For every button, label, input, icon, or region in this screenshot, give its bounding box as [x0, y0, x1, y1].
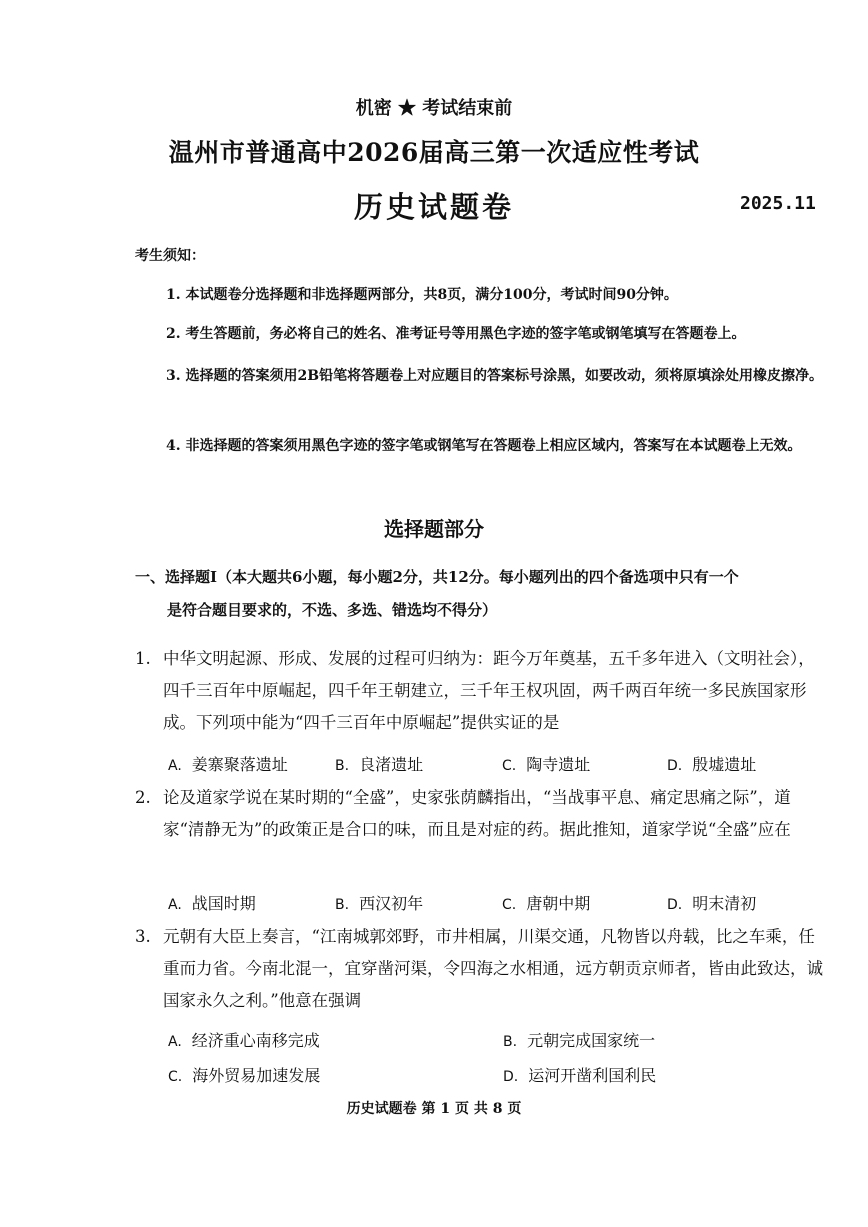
- question-number: 1.: [135, 649, 151, 668]
- option-d[interactable]: D. 运河开凿利国利民: [503, 1066, 657, 1085]
- page-footer: 历史试题卷 第 1 页 共 8 页: [346, 1101, 522, 1117]
- part-header-line2: 是符合题目要求的，不选、多选、错选均不得分）: [167, 601, 498, 619]
- note-item: 4. 非选择题的答案须用黑色字迹的签字笔或钢笔写在答题卷上相应区域内，答案写在本试题卷上无效。: [166, 438, 802, 454]
- option-a[interactable]: A. 经济重心南移完成: [168, 1031, 320, 1050]
- note-item: 2. 考生答题前，务必将自己的姓名、准考证号等用黑色字迹的签字笔或钢笔填写在答题卷上。: [166, 326, 746, 342]
- confidential-label: 机密 ★ 考试结束前: [355, 98, 513, 119]
- exam-title: 温州市普通高中2026届高三第一次适应性考试: [168, 138, 700, 167]
- notes-heading: 考生须知：: [135, 248, 205, 264]
- option-b[interactable]: B. 元朝完成国家统一: [503, 1031, 656, 1050]
- question-text: 论及道家学说在某时期的“全盛”，史家张荫麟指出，“当战事平息、痛定思痛之际”，道家“清静无为”的政策正是合口的味，而且是对症的药。据此推知，道家学说“全盛”应在: [163, 788, 791, 839]
- option-a[interactable]: A. 姜寨聚落遗址: [168, 755, 288, 774]
- question-1: [135, 643, 825, 739]
- question-number: 2.: [135, 788, 151, 807]
- option-d[interactable]: D. 殷墟遗址: [667, 755, 757, 774]
- exam-date: 2025.11: [740, 193, 816, 214]
- question-number: 3.: [135, 927, 151, 946]
- section-title: 选择题部分: [384, 517, 484, 541]
- note-item: 1. 本试题卷分选择题和非选择题两部分，共8页，满分100分，考试时间90分钟。: [166, 287, 678, 303]
- question-text: 元朝有大臣上奏言，“江南城郭郊野，市井相属，川渠交通，凡物皆以舟载，比之车乘，任重而力省。今南北混一，宜穿凿河渠，令四海之水相通，远方朝贡京师者，皆由此致达，诚国家永久之利。”他意在强调: [163, 927, 823, 1010]
- option-b[interactable]: B. 良渚遗址: [335, 755, 424, 774]
- option-c[interactable]: C. 唐朝中期: [502, 894, 591, 913]
- option-d[interactable]: D. 明末清初: [667, 894, 757, 913]
- question-2: [135, 782, 825, 846]
- question-text: 中华文明起源、形成、发展的过程可归纳为：距今万年奠基，五千多年进入（文明社会），四千三百年中原崛起，四千年王朝建立，三千年王权巩固，两千两百年统一多民族国家形成。下列项中能为“四千三百年中原崛起”提供实证的是: [163, 649, 815, 732]
- part-header: [135, 561, 825, 627]
- option-c[interactable]: C. 陶寺遗址: [502, 755, 591, 774]
- subject-title: 历史试题卷: [353, 190, 514, 224]
- option-c[interactable]: C. 海外贸易加速发展: [168, 1066, 321, 1085]
- option-b[interactable]: B. 西汉初年: [335, 894, 424, 913]
- question-3: [135, 921, 825, 1017]
- option-a[interactable]: A. 战国时期: [168, 894, 256, 913]
- note-item: 3. 选择题的答案须用2B铅笔将答题卷上对应题目的答案标号涂黑，如要改动，须将原填涂处用橡皮擦净。: [166, 368, 824, 384]
- part-header-line1: 一、选择题Ⅰ（本大题共6小题，每小题2分，共12分。每小题列出的四个备选项中只有一个: [135, 568, 739, 586]
